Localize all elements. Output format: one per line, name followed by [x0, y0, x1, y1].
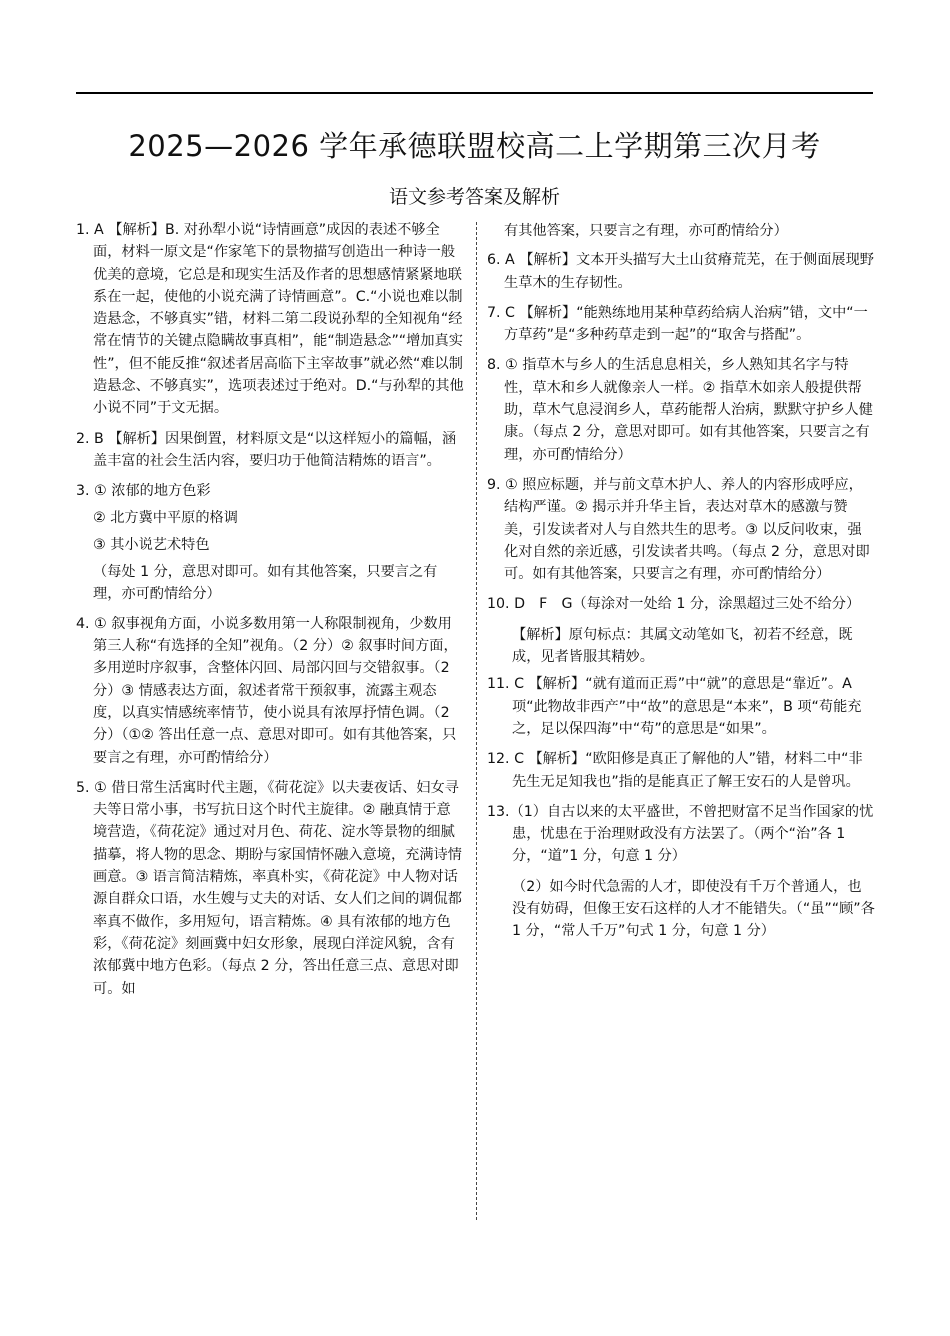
- answer-12: 12. C 【解析】“欧阳修是真正了解他的人”错，材料二中“非先生无足知我也”指的是能真正了解王安石的人是曾巩。: [487, 751, 863, 790]
- top-rule: [76, 92, 873, 94]
- answer-11: 11. C 【解析】“就有道而正焉”中“就”的意思是“靠近”。A 项“此物故非西产”中“故”的意思是“本来”，B 项“苟能充之，足以保四海”中“苟”的意思是“如果”。: [487, 676, 862, 737]
- answer-9: 9. ① 照应标题，并与前文草木护人、养人的内容形成呼应，结构严谨。② 揭示并升华主旨，表达对草木的感激与赞美，引发读者对人与自然共生的思考。③ 以反问收束，强化对自然的亲近感，引发读者共鸣。（每点 2 分，意思对即可。如有其他答案，只要言之有理，亦可酌情给分）: [487, 476, 870, 583]
- page-title: 2025—2026 学年承德联盟校高二上学期第三次月考: [128, 129, 821, 163]
- answer-3: 3. ① 浓郁的地方色彩: [76, 483, 211, 500]
- column-divider: [476, 222, 477, 1220]
- answer-5-continued: 有其他答案，只要言之有理，亦可酌情给分）: [504, 223, 788, 239]
- answer-10: 10. D F G（每涂对一处给 1 分，涂黑超过三处不给分）: [487, 596, 861, 613]
- answer-13-part-2: （2）如今时代急需的人才，即使没有千万个普通人，也没有妨碍，但像王安石这样的人才不能错失。（“虽”“顾”各 1 分，“常人千万”句式 1 分，句意 1 分）: [512, 878, 875, 940]
- answer-5: 5. ① 借日常生活寓时代主题，《荷花淀》以夫妻夜话、妇女寻夫等日常小事，书写抗日这个时代主旋律。② 融真情于意境营造，《荷花淀》通过对月色、荷花、淀水等景物的细腻描摹，将人物的思念、期盼与家国情怀融入意境，充满诗情画意。③ 语言简洁精炼，率真朴实，《荷花淀》中人物对话源自群众口语，水生嫂与丈夫的对话、女人们之间的调侃都率真不做作，多用短句，语言精炼。④ 具有浓郁的地方色彩，《荷花淀》刻画冀中妇女形象，展现白洋淀风貌，含有浓郁冀中地方色彩。（每点 2 分，答出任意三点、意思对即可。如: [76, 779, 462, 997]
- answer-8: 8. ① 指草木与乡人的生活息息相关，乡人熟知其名字与特性，草木和乡人就像亲人一样。② 指草木如亲人般提供帮助，草木气息浸润乡人，草药能帮人治病，默默守护乡人健康。（每点 2 分，意思对即可。如有其他答案，只要言之有理，亦可酌情给分）: [487, 357, 873, 463]
- left-column: [76, 219, 464, 1008]
- right-column: [487, 220, 875, 948]
- answer-3-scoring: （每处 1 分，意思对即可。如有其他答案，只要言之有理，亦可酌情给分）: [93, 564, 438, 603]
- answer-3-point-2: ② 北方冀中平原的格调: [93, 509, 238, 526]
- answer-7: 7. C 【解析】“能熟练地用某种草药给病人治病”错，文中“一方草药”是“多种药草走到一起”的“取舍与搭配”。: [487, 304, 868, 344]
- answer-6: 6. A 【解析】文本开头描写大土山贫瘠荒芜，在于侧面展现野生草木的生存韧性。: [487, 252, 874, 291]
- answer-3-point-3: ③ 其小说艺术特色: [93, 536, 210, 553]
- answer-1: 1. A 【解析】B. 对孙犁小说“诗情画意”成因的表述不够全面，材料一原文是“作家笔下的景物描写创造出一种诗一般优美的意境，它总是和现实生活及作者的思想感情紧紧地联系在一起，使他的小说充满了诗情画意”。C.“小说也难以制造悬念，不够真实”错，材料二第二段说孙犁的全知视角“经常在情节的关键点隐瞒故事真相”，能“制造悬念”“增加真实性”，但不能反推“叙述者居高临下主宰故事”就必然“难以制造悬念、不够真实”，选项表述过于绝对。D.“与孙犁的其他小说不同”于文无据。: [76, 222, 464, 417]
- answer-2: 2. B 【解析】因果倒置，材料原文是“以这样短小的篇幅，涵盖丰富的社会生活内容，要归功于他简洁精炼的语言”。: [76, 430, 457, 469]
- answer-10-analysis: 【解析】原句标点：其属文动笔如飞，初若不经意，既成，见者皆服其精妙。: [512, 626, 853, 666]
- page-subtitle: 语文参考答案及解析: [388, 186, 560, 208]
- answer-4: 4. ① 叙事视角方面，小说多数用第一人称限制视角，少数用第三人称“有选择的全知”视角。（2 分）② 叙事时间方面，多用逆时序叙事，含整体闪回、局部闪回与交错叙事。（2 分）③ 情感表达方面，叙述者常干预叙事，流露主观态度，以真实情感统率情节，使小说具有浓厚抒情色调。（2 分）（①② 答出任意一点、意思对即可。如有其他答案，只要言之有理，亦可酌情给分）: [76, 615, 458, 766]
- answer-13-part-1: 13.（1）自古以来的太平盛世，不曾把财富不足当作国家的忧患，忧患在于治理财政没有方法罢了。（两个“治”各 1 分，“道”1 分，句意 1 分）: [487, 803, 874, 865]
